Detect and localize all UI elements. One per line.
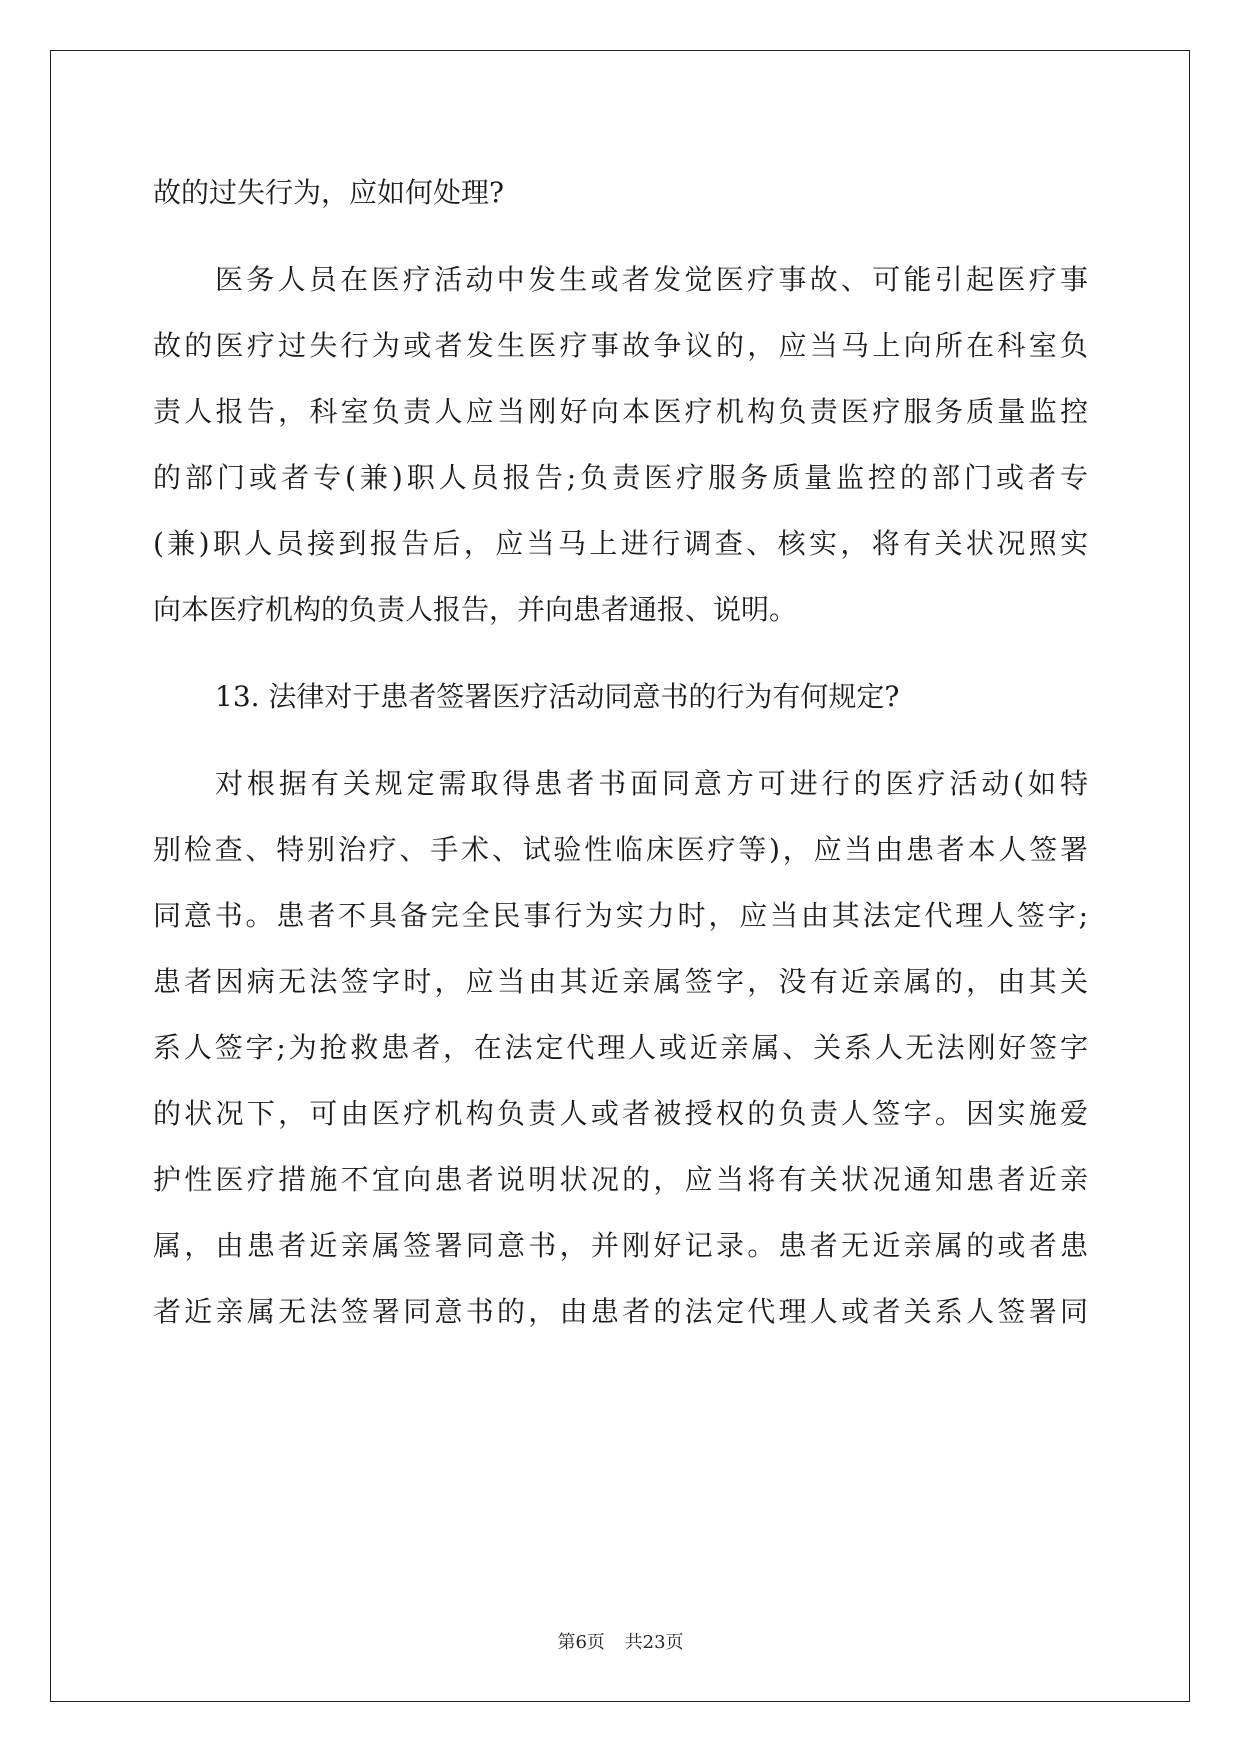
text-line: 故的医疗过失行为或者发生医疗事故争议的，应当马上向所在科室负 [153, 329, 1088, 362]
text-line: 属，由患者近亲属签署同意书，并刚好记录。患者无近亲属的或者患 [153, 1229, 1088, 1262]
document-body [153, 160, 1088, 1345]
text-line: 医务人员在医疗活动中发生或者发觉医疗事故、可能引起医疗事 [215, 263, 1088, 296]
text-line: (兼)职人员接到报告后，应当马上进行调查、核实，将有关状况照实 [153, 527, 1088, 560]
text-line: 系人签字;为抢救患者，在法定代理人或近亲属、关系人无法刚好签字 [153, 1031, 1088, 1064]
text-line: 患者因病无法签字时，应当由其近亲属签字，没有近亲属的，由其关 [153, 965, 1088, 998]
text-line: 对根据有关规定需取得患者书面同意方可进行的医疗活动(如特 [215, 767, 1088, 800]
text-line: 护性医疗措施不宜向患者说明状况的，应当将有关状况通知患者近亲 [153, 1163, 1088, 1196]
question-heading: 13. 法律对于患者签署医疗活动同意书的行为有何规定? [215, 680, 900, 713]
text-line: 责人报告，科室负责人应当刚好向本医疗机构负责医疗服务质量监控 [153, 395, 1088, 428]
page-total: 共23页 [624, 1632, 684, 1653]
text-line: 同意书。患者不具备完全民事行为实力时，应当由其法定代理人签字; [153, 899, 1088, 932]
page-footer [0, 1628, 1241, 1654]
text-line: 的状况下，可由医疗机构负责人或者被授权的负责人签字。因实施爱 [153, 1097, 1088, 1130]
text-line: 故的过失行为，应如何处理? [153, 176, 505, 209]
text-line: 的部门或者专(兼)职人员报告;负责医疗服务质量监控的部门或者专 [153, 461, 1088, 494]
page-number: 第6页 [557, 1632, 605, 1653]
text-line: 向本医疗机构的负责人报告，并向患者通报、说明。 [153, 593, 798, 626]
text-line: 别检查、特别治疗、手术、试验性临床医疗等)，应当由患者本人签署 [153, 833, 1088, 866]
text-line: 者近亲属无法签署同意书的，由患者的法定代理人或者关系人签署同 [153, 1295, 1088, 1328]
